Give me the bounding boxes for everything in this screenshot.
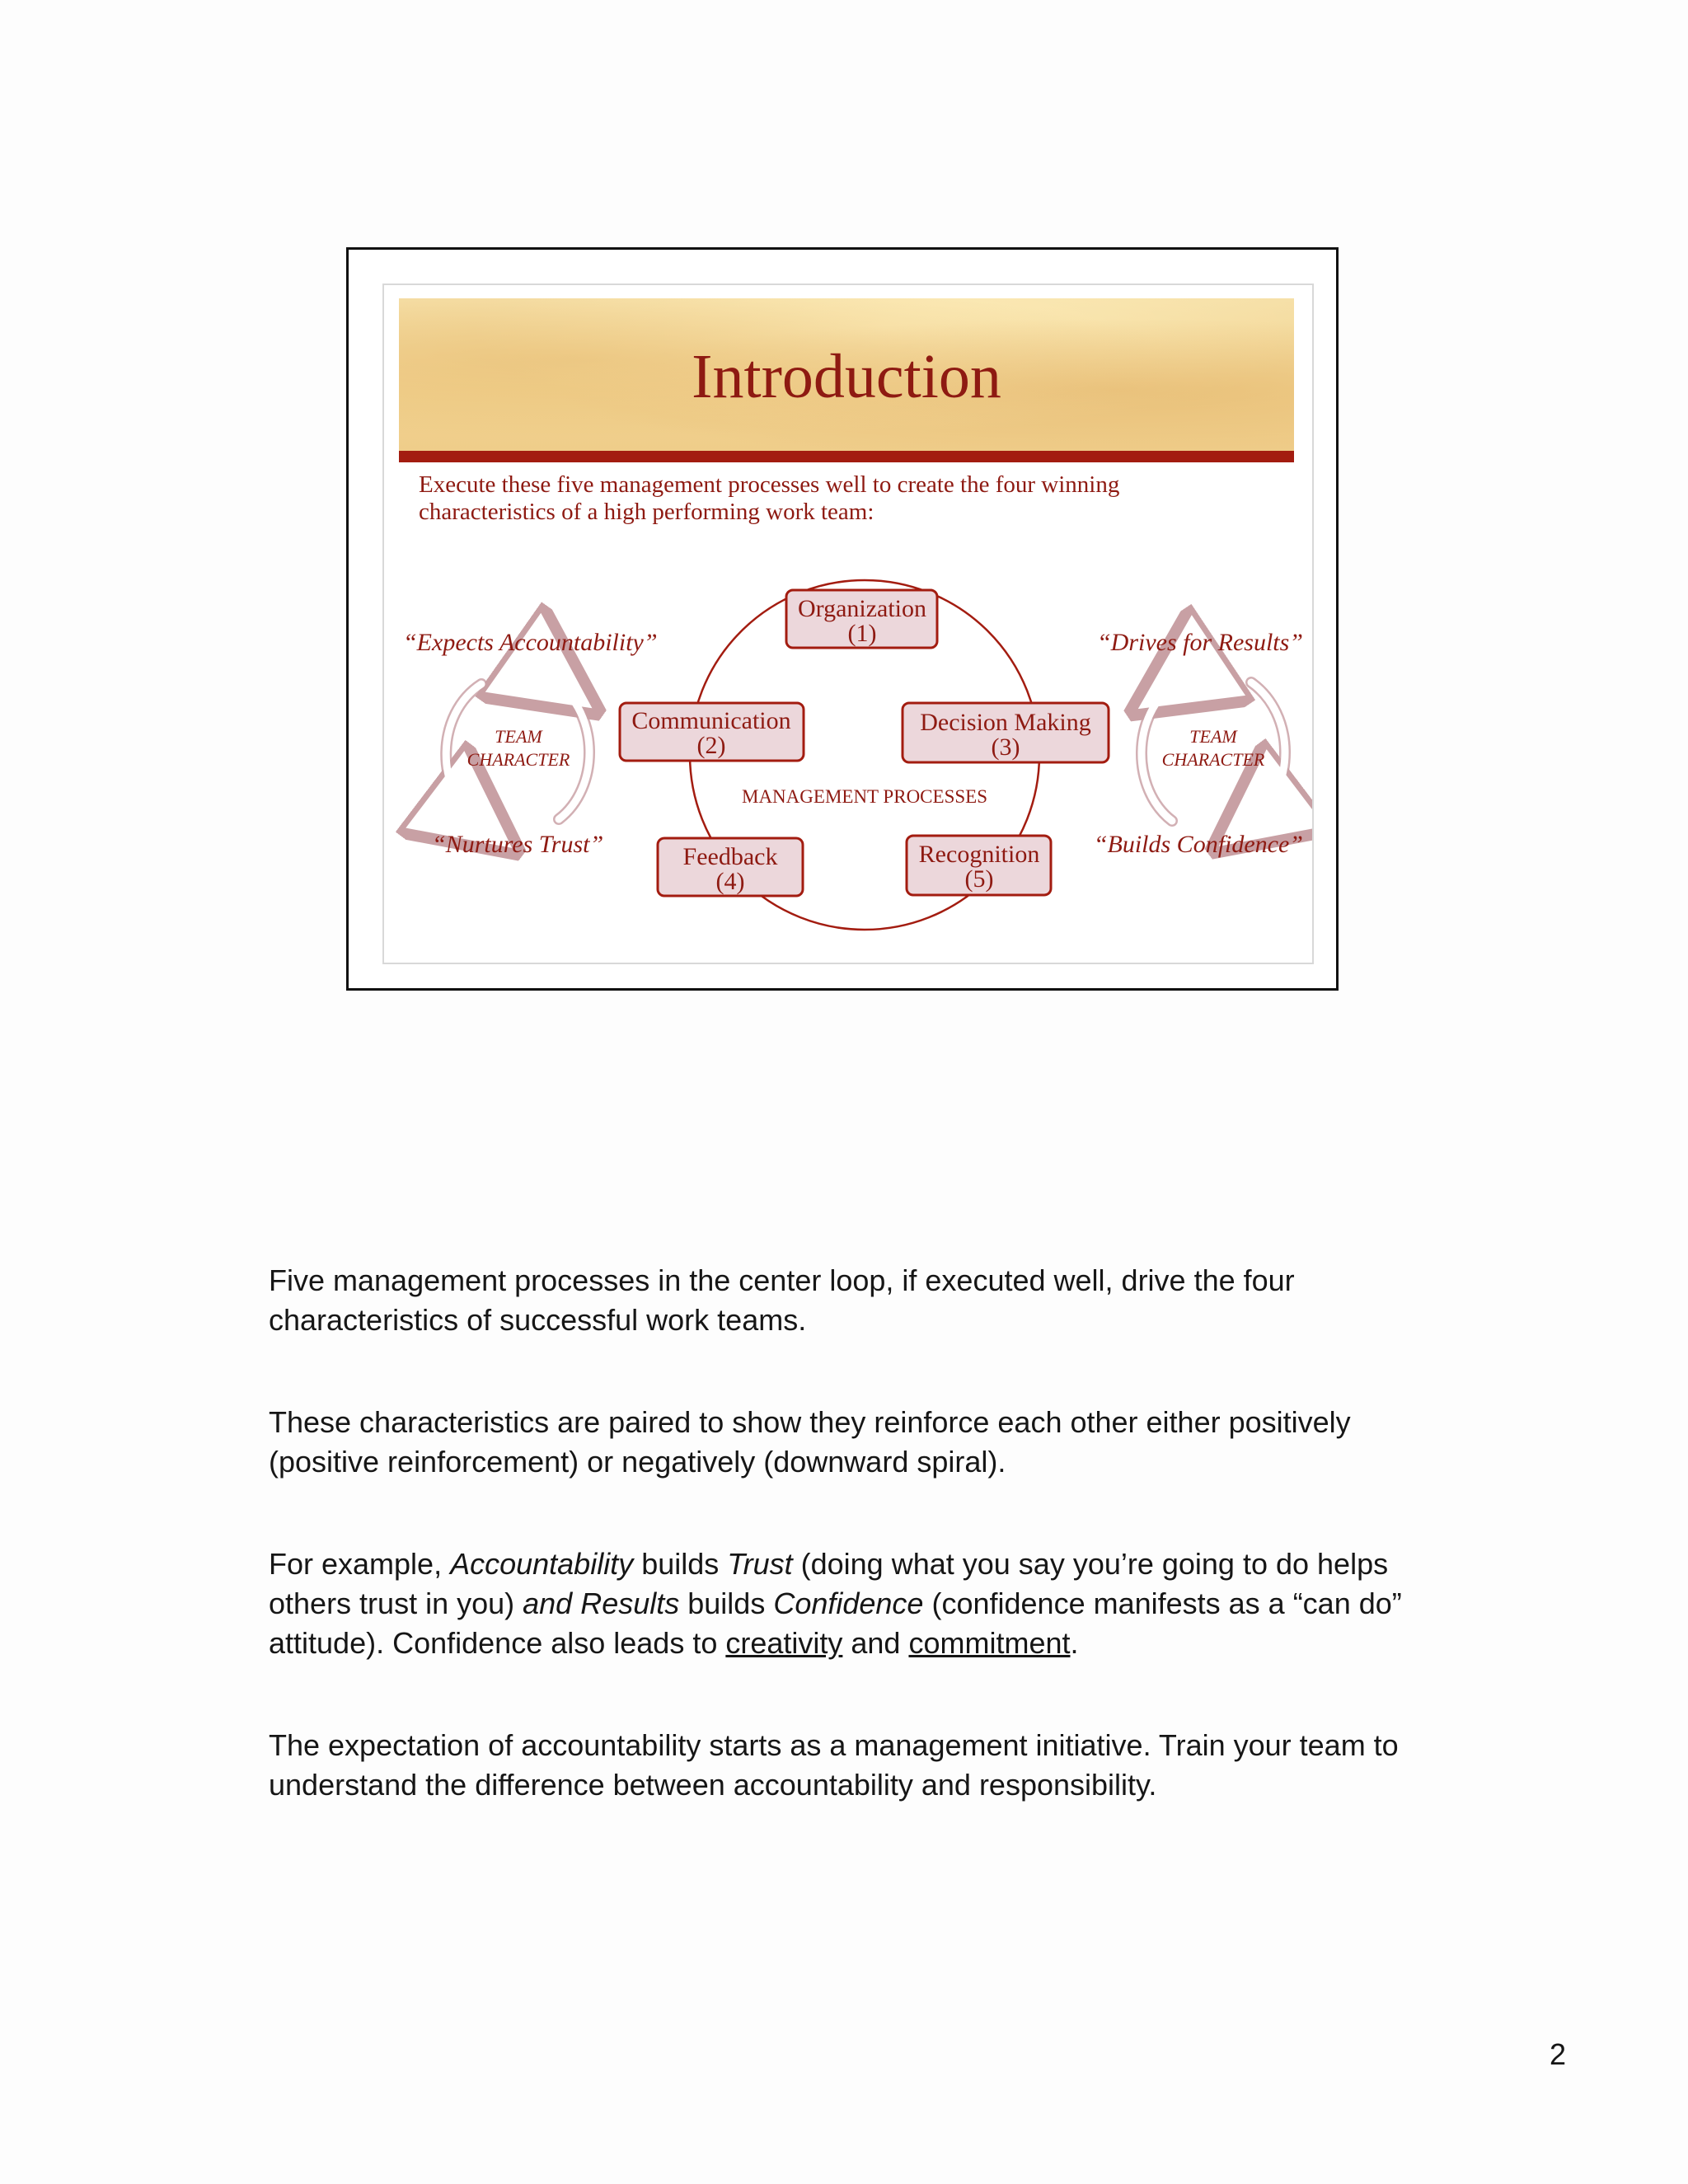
process-communication-number: (2) xyxy=(696,732,726,759)
p3-confidence: Confidence xyxy=(773,1586,924,1620)
center-label: MANAGEMENT PROCESSES xyxy=(742,786,987,807)
intro-line-2: characteristics of a high performing work team: xyxy=(419,499,874,525)
process-communication xyxy=(620,703,804,761)
process-feedback-name: Feedback xyxy=(682,843,778,870)
management-process-diagram xyxy=(384,285,1312,963)
speaker-notes xyxy=(269,1261,1456,1868)
page-number: 2 xyxy=(1550,2037,1567,2071)
process-decision-making-number: (3) xyxy=(991,733,1020,761)
quote-nurtures-trust: “Nurtures Trust” xyxy=(432,831,604,858)
p3-commitment: commitment xyxy=(908,1626,1071,1660)
right-character-label: CHARACTER xyxy=(1161,749,1265,770)
slide-frame xyxy=(346,247,1339,991)
process-feedback-number: (4) xyxy=(715,868,745,895)
notes-paragraph-4: The expectation of accountability starts as a management initiative. Train your team to understand the difference between accountability and responsibility. xyxy=(269,1728,1399,1802)
intro-line-1: Execute these five management processes well to create the four winning xyxy=(419,471,1120,498)
notes-paragraph-2: These characteristics are paired to show they reinforce each other either positively (positive reinforcement) or negatively (downward spiral). xyxy=(269,1405,1351,1479)
left-team-label: TEAM xyxy=(495,726,542,747)
quote-expects-accountability: “Expects Accountability” xyxy=(403,629,658,656)
p3-text-2: builds xyxy=(633,1547,728,1581)
p3-text-5: (confidence manifests as a “can do” attitude). Confidence also leads to xyxy=(269,1586,1402,1660)
process-organization-number: (1) xyxy=(847,620,877,647)
slide xyxy=(382,284,1314,964)
notes-paragraph-1: Five management processes in the center loop, if executed well, drive the four characteristics of successful work teams. xyxy=(269,1263,1295,1337)
process-recognition xyxy=(907,836,1051,895)
p3-text-3: (doing what you say you’re going to do helps others trust in you) xyxy=(269,1547,1389,1620)
p3-and-results: and Results xyxy=(523,1586,680,1620)
notes-paragraph-3 xyxy=(269,1544,1456,1663)
p3-text-6: and xyxy=(842,1626,909,1660)
process-organization xyxy=(786,590,937,648)
quote-builds-confidence: “Builds Confidence” xyxy=(1093,831,1303,858)
process-communication-name: Communication xyxy=(631,707,791,734)
process-decision-making-name: Decision Making xyxy=(920,709,1091,736)
process-recognition-name: Recognition xyxy=(918,841,1040,868)
p3-text-4: builds xyxy=(679,1586,774,1620)
p3-text-1: For example, xyxy=(269,1547,451,1581)
p3-text-7: . xyxy=(1070,1626,1079,1660)
process-feedback xyxy=(658,838,803,896)
p3-accountability: Accountability xyxy=(450,1547,634,1581)
quote-drives-for-results: “Drives for Results” xyxy=(1096,629,1303,656)
left-character-label: CHARACTER xyxy=(467,749,570,770)
process-decision-making xyxy=(903,703,1109,762)
process-recognition-number: (5) xyxy=(964,865,994,893)
process-organization-name: Organization xyxy=(797,595,927,622)
p3-trust: Trust xyxy=(727,1547,793,1581)
p3-creativity: creativity xyxy=(725,1626,843,1660)
slide-title: Introduction xyxy=(692,342,1001,411)
right-team-label: TEAM xyxy=(1189,726,1237,747)
